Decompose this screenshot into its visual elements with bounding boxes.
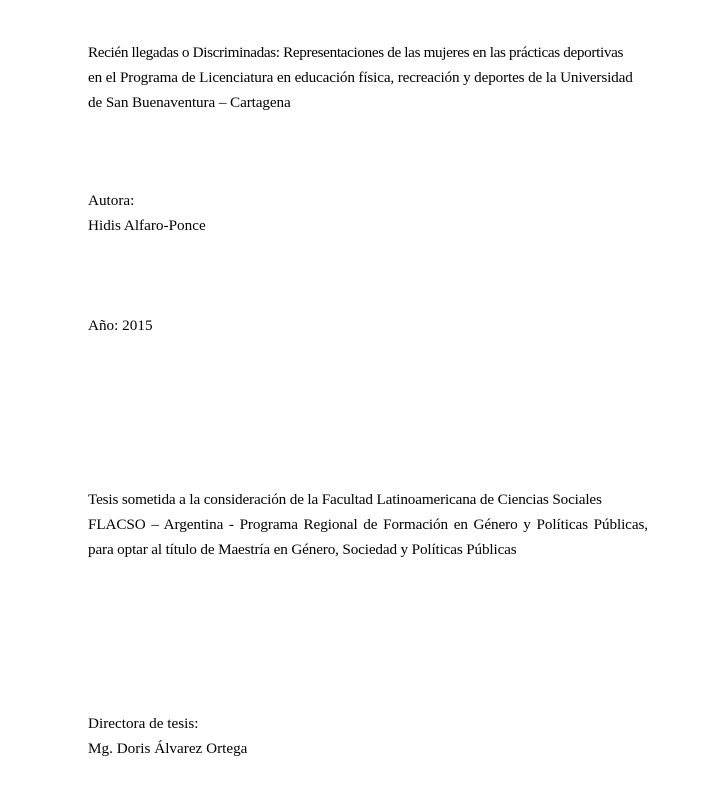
thesis-title [88,40,633,115]
author-section [88,188,633,238]
year-section [88,313,633,338]
thesis-statement-line: para optar al título de Maestría en Género, Sociedad y Políticas Públicas [88,541,517,558]
author-name: Hidis Alfaro-Ponce [88,217,206,234]
thesis-title-line: en el Programa de Licenciatura en educación física, recreación y deportes de la Universidad [88,69,633,86]
director-label: Directora de tesis: [88,715,199,732]
director-section [88,711,633,761]
author-label: Autora: [88,192,135,209]
year-text: Año: 2015 [88,317,153,334]
thesis-statement-line: FLACSO – Argentina - Programa Regional de Formación en Género y Políticas Públicas, [88,516,648,533]
thesis-statement [88,487,648,562]
thesis-statement-line: Tesis sometida a la consideración de la Facultad Latinoamericana de Ciencias Sociales [88,491,602,508]
director-name: Mg. Doris Álvarez Ortega [88,740,248,757]
thesis-title-line: de San Buenaventura – Cartagena [88,94,291,111]
thesis-title-line: Recién llegadas o Discriminadas: Representaciones de las mujeres en las prácticas deportivas [88,44,624,61]
